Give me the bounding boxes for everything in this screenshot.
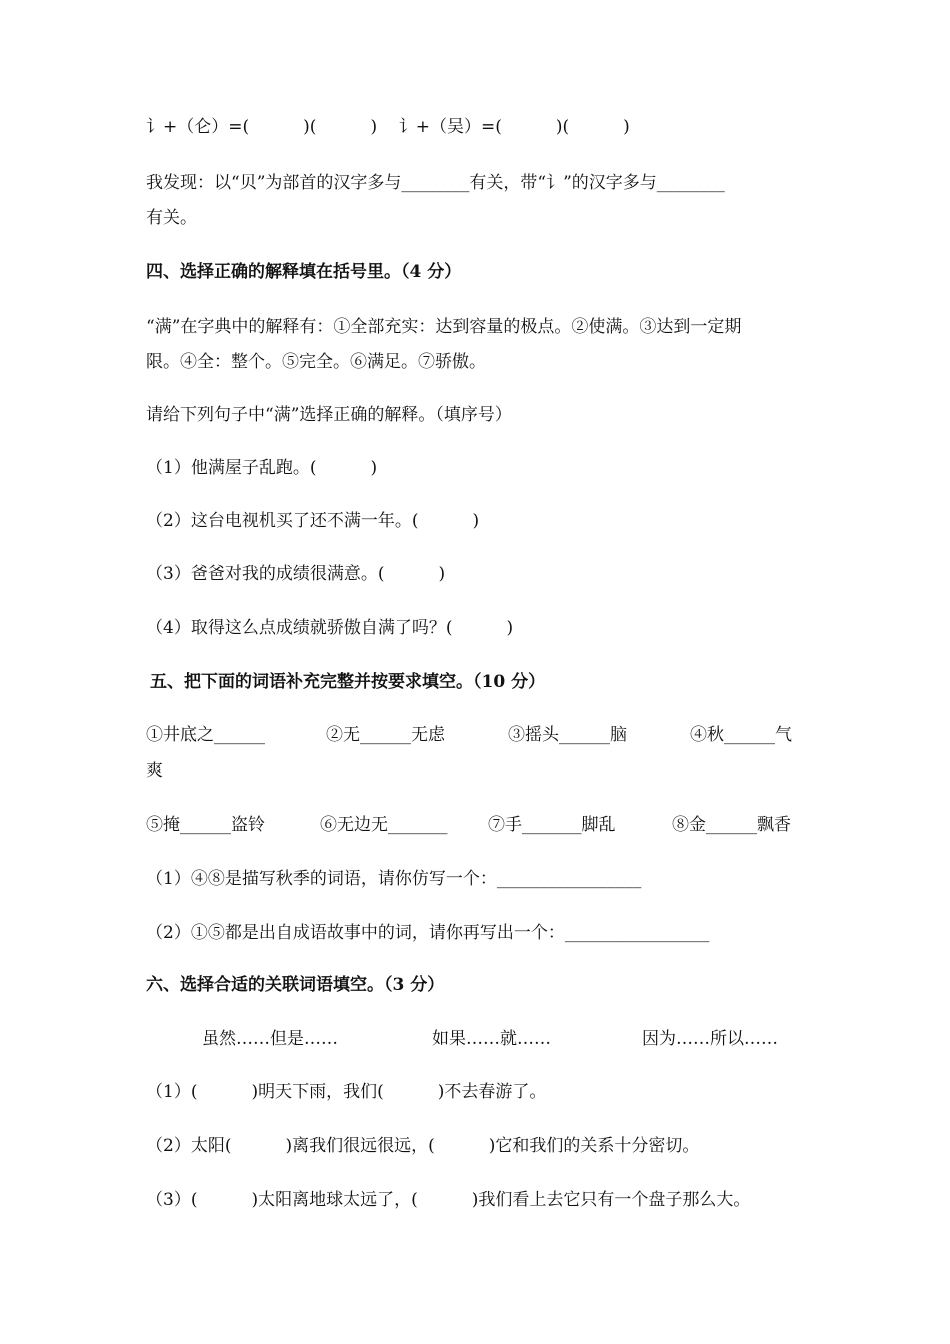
definition-line-2: 限。④全：整个。⑤完全。⑥满足。⑦骄傲。 <box>146 352 486 372</box>
section-5-question: （2）①⑤都是出自成语故事中的词，请你再写出一个：_________________ <box>146 923 710 943</box>
section-6-item: （3）( )太阳离地球太远了，( )我们看上去它只有一个盘子那么大。 <box>146 1190 751 1210</box>
definition-line-1: “满”在字典中的解释有：①全部充实：达到容量的极点。②使满。③达到一定期 <box>146 317 742 337</box>
idiom-blank: ⑧金______飘香 <box>672 815 791 835</box>
idiom-blank: ②无______无虑 <box>326 725 445 745</box>
section-4-item: （1）他满屋子乱跑。( ) <box>146 458 378 478</box>
section-4-item: （2）这台电视机买了还不满一年。( ) <box>146 511 480 531</box>
idiom-blank: ⑦手_______脚乱 <box>488 815 616 835</box>
section-5-question: （1）④⑧是描写秋季的词语，请你仿写一个：_________________ <box>146 869 642 889</box>
idiom-wrap: 爽 <box>146 761 163 781</box>
section-6-item: （2）太阳( )离我们很远很远，( )它和我们的关系十分密切。 <box>146 1136 700 1156</box>
conjunction-option: 虽然……但是…… <box>202 1029 338 1049</box>
idiom-blank: ③摇头______脑 <box>508 725 627 745</box>
conjunction-option: 因为……所以…… <box>642 1029 778 1049</box>
idiom-blank: ⑤掩______盗铃 <box>146 815 265 835</box>
section-4-instruction: 请给下列句子中“满”选择正确的解释。（填序号） <box>146 405 512 425</box>
pinyin-formula-line: 讠+（仑）=( )( ) 讠+（吴）=( )( ) <box>146 117 630 137</box>
conjunction-option: 如果……就…… <box>432 1029 551 1049</box>
discovery-line-1: 我发现：以“贝”为部首的汉字多与________有关，带“讠”的汉字多与________ <box>146 173 725 193</box>
idiom-blank: ①井底之______ <box>146 725 265 745</box>
discovery-line-2: 有关。 <box>146 208 197 228</box>
section-4-heading: 四、选择正确的解释填在括号里。（4 分） <box>146 262 462 282</box>
section-6-item: （1）( )明天下雨，我们( )不去春游了。 <box>146 1082 547 1102</box>
idiom-blank: ⑥无边无_______ <box>320 815 448 835</box>
idiom-blank: ④秋______气 <box>690 725 792 745</box>
section-5-heading: 五、把下面的词语补充完整并按要求填空。（10 分） <box>150 672 546 692</box>
section-4-item: （4）取得这么点成绩就骄傲自满了吗？( ) <box>146 618 514 638</box>
section-4-item: （3）爸爸对我的成绩很满意。( ) <box>146 564 446 584</box>
section-6-heading: 六、选择合适的关联词语填空。（3 分） <box>146 975 445 995</box>
